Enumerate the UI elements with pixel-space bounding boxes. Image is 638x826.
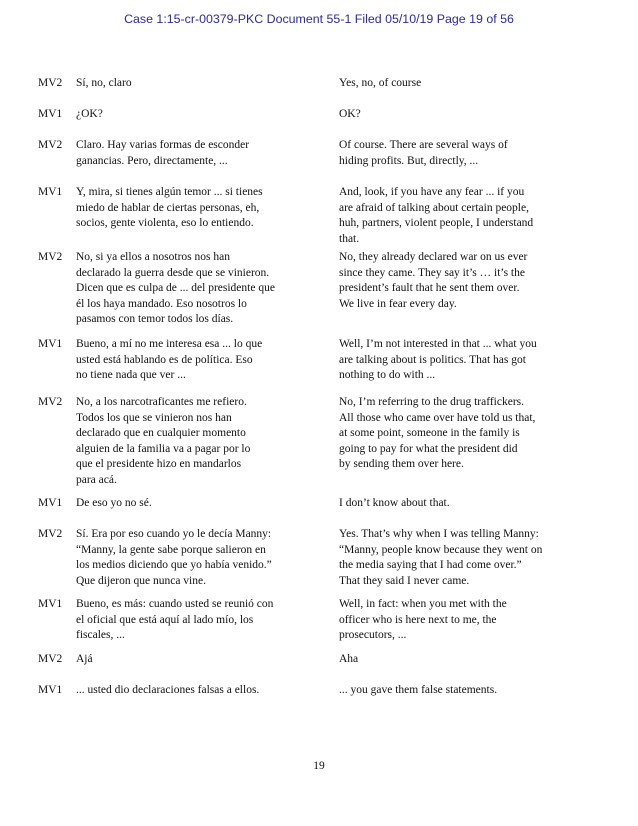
speaker-label: MV1: [38, 684, 63, 696]
spanish-line: alguien de la familia va a pagar por lo: [76, 442, 251, 455]
spanish-text: [76, 337, 326, 384]
english-line: That they said I never came.: [339, 574, 470, 587]
spanish-line: Sí, no, claro: [76, 77, 132, 89]
english-line: And, look, if you have any fear ... if you: [339, 186, 525, 198]
spanish-text: [76, 652, 326, 668]
spanish-line: ... usted dio declaraciones falsas a ellos.: [76, 684, 260, 696]
spanish-text: [76, 76, 326, 92]
spanish-line: Bueno, a mí no me interesa esa ... lo que: [76, 338, 263, 350]
speaker-label: MV2: [38, 77, 63, 89]
english-line: Yes. That’s why when I was telling Manny:: [339, 528, 539, 540]
english-line: at some point, someone in the family is: [339, 427, 520, 439]
spanish-line: Todos los que se vinieron nos han: [76, 411, 232, 424]
english-line: that.: [339, 232, 360, 245]
english-text: [339, 337, 599, 384]
page-number: 19: [313, 760, 325, 772]
spanish-line: No, a los narcotraficantes me refiero.: [76, 396, 247, 408]
spanish-line: usted está hablando es de política. Eso: [76, 353, 253, 366]
english-line: are afraid of talking about certain people,: [339, 201, 529, 214]
spanish-text: [76, 496, 326, 512]
spanish-line: ganancias. Pero, directamente, ...: [76, 154, 228, 167]
speaker-label: MV1: [38, 108, 63, 120]
english-line: hiding profits. But, directly, ...: [339, 154, 479, 167]
english-text: [339, 395, 599, 473]
english-line: OK?: [339, 108, 361, 120]
spanish-line: Claro. Hay varias formas de esconder: [76, 139, 250, 151]
spanish-line: los medios diciendo que yo había venido.”: [76, 559, 272, 571]
english-text: [339, 76, 599, 92]
english-line: the media saying that I had come over.”: [339, 559, 522, 571]
spanish-text: [76, 527, 326, 589]
spanish-line: miedo de hablar de ciertas personas, eh,: [76, 201, 260, 214]
spanish-line: el oficial que está aquí al lado mío, los: [76, 613, 254, 626]
spanish-line: Sí. Era por eso cuando yo le decía Manny:: [76, 528, 272, 540]
speaker-label: MV1: [38, 598, 63, 610]
english-line: nothing to do with ...: [339, 369, 436, 381]
english-text: [339, 597, 599, 644]
english-line: Aha: [339, 653, 359, 665]
spanish-text: [76, 107, 326, 123]
english-line: prosecutors, ...: [339, 629, 407, 641]
spanish-line: Que dijeron que nunca vine.: [76, 574, 206, 587]
speaker-label: MV2: [38, 251, 63, 263]
english-text: [339, 496, 599, 512]
english-line: All those who came over have told us that,: [339, 411, 536, 424]
english-text: [339, 652, 599, 668]
english-line: huh, partners, violent people, I understand: [339, 217, 534, 229]
speaker-label: MV1: [38, 338, 63, 350]
spanish-line: socios, gente violenta, eso lo entiendo.: [76, 217, 254, 229]
spanish-line: él los haya mandado. Eso nosotros lo: [76, 297, 247, 310]
english-line: No, they already declared war on us ever: [339, 251, 528, 263]
english-line: by sending them over here.: [339, 458, 464, 470]
speaker-label: MV2: [38, 396, 63, 408]
english-line: Of course. There are several ways of: [339, 139, 508, 151]
english-line: I don’t know about that.: [339, 497, 450, 509]
spanish-line: ¿OK?: [76, 108, 103, 120]
english-line: since they came. They say it’s … it’s the: [339, 266, 525, 279]
english-line: Yes, no, of course: [339, 77, 422, 89]
english-line: We live in fear every day.: [339, 297, 457, 310]
english-line: Well, in fact: when you met with the: [339, 598, 507, 610]
spanish-text: [76, 250, 326, 328]
english-line: going to pay for what the president did: [339, 442, 518, 455]
case-header: Case 1:15-cr-00379-PKC Document 55-1 Filed 05/10/19 Page 19 of 56: [124, 12, 514, 26]
spanish-line: Y, mira, si tienes algún temor ... si tienes: [76, 186, 263, 198]
english-line: No, I’m referring to the drug traffickers.: [339, 396, 524, 408]
spanish-line: para acá.: [76, 473, 117, 486]
spanish-text: [76, 597, 326, 644]
spanish-text: [76, 395, 326, 488]
english-line: are talking about is politics. That has got: [339, 353, 526, 366]
spanish-line: “Manny, la gente sabe porque salieron en: [76, 543, 266, 556]
english-line: “Manny, people know because they went on: [339, 543, 543, 556]
spanish-line: De eso yo no sé.: [76, 497, 152, 509]
english-text: [339, 107, 599, 123]
spanish-line: fiscales, ...: [76, 629, 125, 641]
english-text: [339, 527, 599, 589]
english-line: Well, I’m not interested in that ... what you: [339, 338, 537, 350]
spanish-line: Dicen que es culpa de ... del presidente que: [76, 282, 275, 294]
english-line: officer who is here next to me, the: [339, 613, 497, 626]
english-text: [339, 683, 599, 699]
spanish-line: no tiene nada que ver ...: [76, 369, 186, 381]
spanish-line: Ajá: [76, 653, 93, 665]
spanish-line: declarado la guerra desde que se vinieron.: [76, 266, 270, 279]
speaker-label: MV2: [38, 653, 63, 665]
spanish-line: que el presidente hizo en mandarlos: [76, 458, 242, 470]
spanish-text: [76, 683, 326, 699]
spanish-text: [76, 138, 326, 169]
spanish-line: Bueno, es más: cuando usted se reunió con: [76, 598, 274, 610]
english-text: [339, 185, 599, 247]
spanish-line: No, si ya ellos a nosotros nos han: [76, 251, 230, 263]
spanish-text: [76, 185, 326, 232]
speaker-label: MV1: [38, 497, 63, 509]
spanish-line: declarado que en cualquier momento: [76, 427, 246, 439]
spanish-line: pasamos con temor todos los días.: [76, 313, 234, 325]
english-line: president’s fault that he sent them over.: [339, 282, 520, 294]
speaker-label: MV1: [38, 186, 63, 198]
english-text: [339, 138, 599, 169]
speaker-label: MV2: [38, 528, 63, 540]
english-text: [339, 250, 599, 312]
speaker-label: MV2: [38, 139, 63, 151]
english-line: ... you gave them false statements.: [339, 684, 498, 696]
